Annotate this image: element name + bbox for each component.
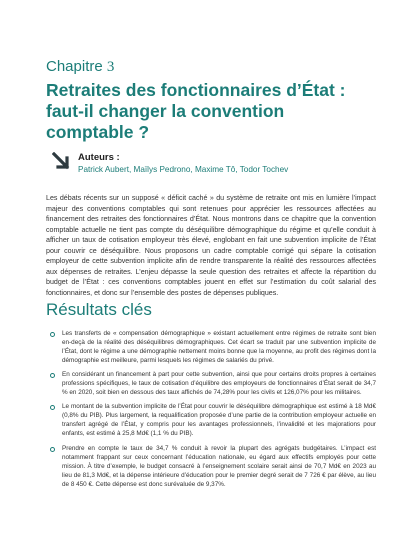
results-item-text: Les transferts de « compensation démographique » existant actuellement entre régimes de retraite sont bien en-deçà de la réalité des déséquilibres démographiques. Cet écart se traduit par une subvention implicite de l’État, dont le régime a une démographie nettement moins bonne que la moyenne, au profit des régimes dont la démographie est meilleure, parmi lesquels les régimes de salariés du privé. <box>62 330 376 365</box>
results-item <box>50 402 376 438</box>
chapter-heading <box>46 58 114 76</box>
circle-bullet-icon <box>50 373 55 378</box>
chapter-title: Retraites des fonctionnaires d’État : faut-il changer la convention comptable ? <box>46 80 346 142</box>
arrow-down-right-icon <box>52 152 70 170</box>
authors-names: Patrick Aubert, Maïlys Pedrono, Maxime Tô, Todor Tochev <box>78 165 289 174</box>
results-heading: Résultats clés <box>46 300 152 319</box>
chapter-label: Chapitre <box>46 58 103 75</box>
results-item <box>50 329 376 365</box>
circle-bullet-icon <box>50 405 55 410</box>
results-item-text: Le montant de la subvention implicite de l’État pour couvrir le déséquilibre démographique est estimé à 18 Md€ (0,8% du PIB). Plus largement, la requalification proposée d’une partie de la contribution employeur actuelle en transfert agrégé de l’État, y compris pour les avantages professionnels, l’invalidité et les majorations pour enfants, est estimé à 25,8 Md€ (1,1 % du PIB). <box>62 403 376 438</box>
results-item <box>50 444 376 489</box>
chapter-number: 3 <box>106 59 115 75</box>
results-item-text: Prendre en compte le taux de 34,7 % conduit à revoir la plupart des agrégats budgétaires. L’impact est notamment frappant sur ceux concernant l’éducation nationale, eu égard aux effectifs employés pour cette mission. À titre d’exemple, le budget consacré à l’enseignement scolaire serait ainsi de 70,7 Md€ en 2023 au lieu de 81,3 Md€, et la dépense intérieure d’éducation pour le premier degré serait de 7 726 € par élève, au lieu de 8 450 €. Cette dépense est donc surévaluée de 9,37%. <box>62 444 376 488</box>
circle-bullet-icon <box>50 447 55 452</box>
authors-label: Auteurs : <box>78 152 120 163</box>
intro-paragraph: Les débats récents sur un supposé « déficit caché » du système de retraite ont mis en lumière l’impact majeur des conventions comptables qui sont retenues pour apprécier les ressources affectées au financement des retraites des fonctionnaires d’État. Nous montrons dans ce chapitre que la convention comptable actuelle ne tient pas compte du déséquilibre démographique du régime et qu’elle conduit à afficher un taux de cotisation employeur très élevé, englobant en fait une subvention implicite de l’État pour couvrir ce déséquilibre. Nous proposons un cadre comptable corrigé qui sépare la cotisation employeur de cette subvention implicite afin de rendre transparente la réalité des ressources affectées aux dépenses de retraites. L’enjeu dépasse la seule question des retraites et affecte la répartition du budget de l’État : ces conventions comptables jouent en effet sur l’estimation du coût salarial des fonctionnaires, et donc sur l’ensemble des postes de dépenses publiques. <box>46 194 376 297</box>
circle-bullet-icon <box>50 332 55 337</box>
results-list <box>50 329 376 494</box>
results-item <box>50 370 376 397</box>
results-item-text: En considérant un financement à part pour cette subvention, ainsi que pour certains droits propres à certaines professions spécifiques, le taux de cotisation d’équilibre des employeurs de fonctionnaires d’État serait de 34,7 % en 2020, soit bien en dessous des taux affichés de 74,28% pour les civils et 126,07% pour les militaires. <box>62 371 376 397</box>
